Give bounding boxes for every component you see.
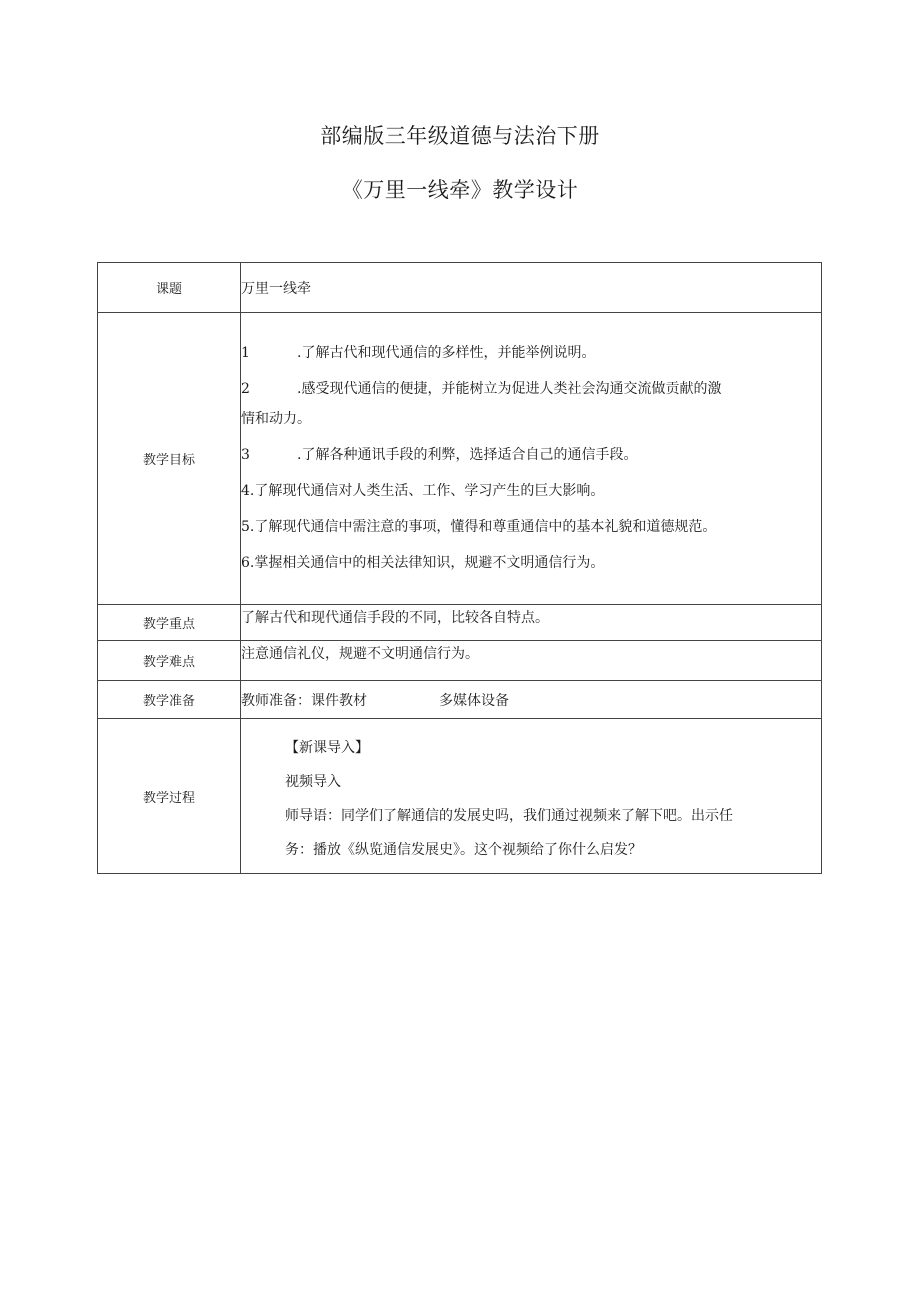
label-topic: 课题 xyxy=(98,263,241,313)
objectives-list xyxy=(241,327,821,591)
value-key-points: 了解古代和现代通信手段的不同，比较各自特点。 xyxy=(241,605,822,641)
label-objectives: 教学目标 xyxy=(98,313,241,605)
row-objectives xyxy=(98,313,822,605)
label-process: 教学过程 xyxy=(98,719,241,874)
label-preparation: 教学准备 xyxy=(98,681,241,719)
row-topic xyxy=(98,263,822,313)
objective-item: 6.掌握相关通信中的相关法律知识，规避不文明通信行为。 xyxy=(241,554,605,571)
row-preparation xyxy=(98,681,822,719)
process-heading: 【新课导入】 xyxy=(285,740,369,756)
process-subheading: 视频导入 xyxy=(285,774,341,790)
objective-item: 1 .了解古代和现代通信的多样性，并能举例说明。 xyxy=(241,344,596,361)
preparation-materials: 教师准备：课件教材 xyxy=(241,692,367,709)
document-title-line1: 部编版三年级道德与法治下册 xyxy=(320,124,600,148)
value-objectives xyxy=(241,313,822,605)
objective-item: 2 .感受现代通信的便捷，并能树立为促进人类社会沟通交流做贡献的激 xyxy=(241,380,722,397)
label-key-points: 教学重点 xyxy=(98,605,241,641)
document-title-line2: 《万里一线牵》教学设计 xyxy=(341,178,579,202)
objective-item-continued: 情和动力。 xyxy=(241,410,311,427)
lesson-plan-table xyxy=(97,262,822,874)
row-difficulties xyxy=(98,641,822,681)
objective-item: 4.了解现代通信对人类生活、工作、学习产生的巨大影响。 xyxy=(241,482,605,499)
value-topic: 万里一线牵 xyxy=(241,263,822,313)
row-key-points xyxy=(98,605,822,641)
objective-item: 5.了解现代通信中需注意的事项，懂得和尊重通信中的基本礼貌和道德规范。 xyxy=(241,518,717,535)
process-body xyxy=(241,719,821,873)
process-text-line: 务：播放《纵览通信发展史》。这个视频给了你什么启发？ xyxy=(285,842,642,858)
objective-item: 3 .了解各种通讯手段的利弊，选择适合自己的通信手段。 xyxy=(241,446,638,463)
label-difficulties: 教学难点 xyxy=(98,641,241,681)
value-preparation xyxy=(241,681,822,719)
row-process xyxy=(98,719,822,874)
preparation-equipment: 多媒体设备 xyxy=(439,692,509,709)
value-process xyxy=(241,719,822,874)
process-text-line: 师导语：同学们了解通信的发展史吗，我们通过视频来了解下吧。出示任 xyxy=(285,808,733,824)
value-difficulties: 注意通信礼仪，规避不文明通信行为。 xyxy=(241,641,822,681)
